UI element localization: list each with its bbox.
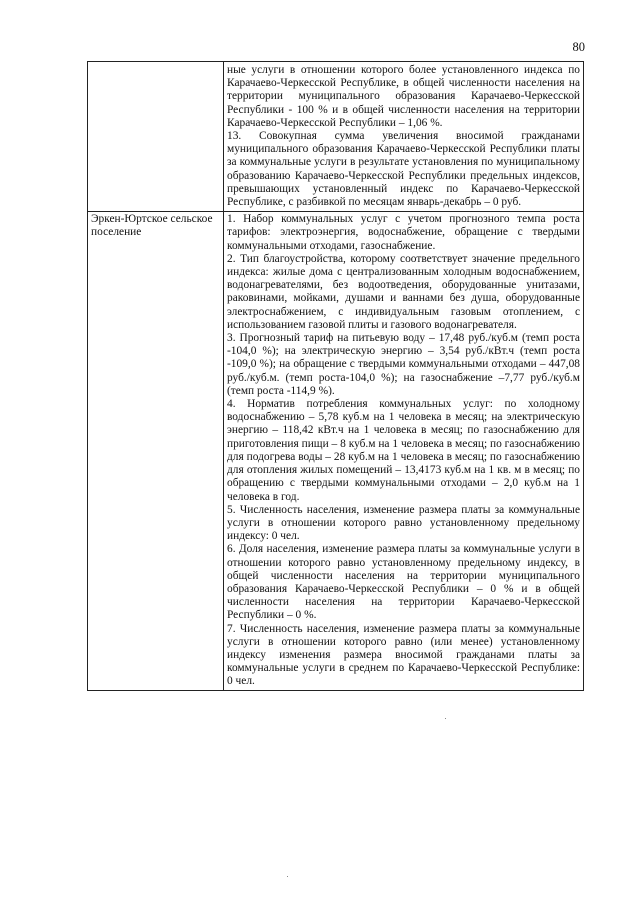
paragraph: 7. Численность населения, изменение размера платы за коммунальные услуги в отношении которого равно (или менее) установленному индексу изменения размера вносимой гражданами платы за коммунальные услуги в среднем по Карачаево-Черкесской Республике: 0 чел. [227, 622, 580, 688]
paragraph: 1. Набор коммунальных услуг с учетом прогнозного темпа роста тарифов: электроэнергия, водоснабжение, обращение с твердыми коммунальными отходами, газоснабжение. [227, 213, 580, 252]
settlement-name [91, 62, 220, 63]
paragraph: 3. Прогнозный тариф на питьевую воду – 17,48 руб./куб.м (темп роста -104,0 %); на электрическую энергию – 3,54 руб./кВт.ч (темп роста -109,0 %); на обращение с твердыми коммунальными отходами – 447,08 руб./куб.м. (темп роста-104,0 %); на газоснабжение –7,77 руб./куб.м (темп роста -114,9 %). [227, 332, 580, 397]
settlement-cell [88, 62, 224, 212]
indicators-cell [224, 62, 584, 212]
scan-speck [445, 718, 446, 719]
settlement-cell [88, 212, 224, 690]
settlement-name: Эркен-Юртское сельское поселение [91, 213, 213, 239]
paragraph: 5. Численность населения, изменение размера платы за коммунальные услуги в отношении которого равно установленному предельному индексу: 0 чел. [227, 503, 580, 543]
page-number: 80 [572, 40, 585, 54]
document-table [87, 61, 584, 691]
table-row [88, 212, 584, 690]
paragraph: ные услуги в отношении которого более установленного индекса по Карачаево-Черкесской Республике, в общей численности населения на территории муниципального образования Карачаево-Черкесской Республики - 100 % и в общей численности населения на территории Карачаево-Черкесской Республики – 1,06 %. [227, 64, 580, 129]
scan-speck [287, 876, 288, 877]
paragraph: 4. Норматив потребления коммунальных услуг: по холодному водоснабжению – 5,78 куб.м на 1 человека в месяц; на электрическую энергию – 118,42 кВт.ч на 1 человека в месяц; по газоснабжению для приготовления пищи – 8 куб.м на 1 человека в месяц; по газоснабжению для подогрева воды – 28 куб.м на 1 человека в месяц; по газоснабжению для отопления жилых помещений – 13,4173 куб.м на 1 кв. м в месяц; по обращению с твердыми коммунальными отходами – 2,0 куб.м на 1 человека в год. [227, 398, 580, 503]
paragraph: 2. Тип благоустройства, которому соответствует значение предельного индекса: жилые дома с централизованным холодным водоснабжением, водонагревателями, без водоотведения, оборудованные унитазами, раковинами, мойками, душами и ваннами без душа, оборудованные электроснабжением, с индивидуальным газовым отоплением, с использованием газовой плиты и газового водонагревателя. [227, 252, 580, 331]
table-row [88, 62, 584, 212]
indicators-cell [224, 212, 584, 690]
paragraph: 6. Доля населения, изменение размера платы за коммунальные услуги в отношении которого равно установленному предельному индексу, в общей численности населения на территории муниципального образования Карачаево-Черкесской Республики – 0 % и в общей численности населения на территории Карачаево-Черкесской Республики – 0 %. [227, 543, 580, 622]
paragraph: 13. Совокупная сумма увеличения вносимой гражданами муниципального образования Карачаево-Черкесской Республики платы за коммунальные услуги в результате установления по муниципальному образованию Карачаево-Черкесской Республики предельных индексов, превышающих установленный индекс по Карачаево-Черкесской Республике, с разбивкой по месяцам январь-декабрь – 0 руб. [227, 130, 580, 209]
